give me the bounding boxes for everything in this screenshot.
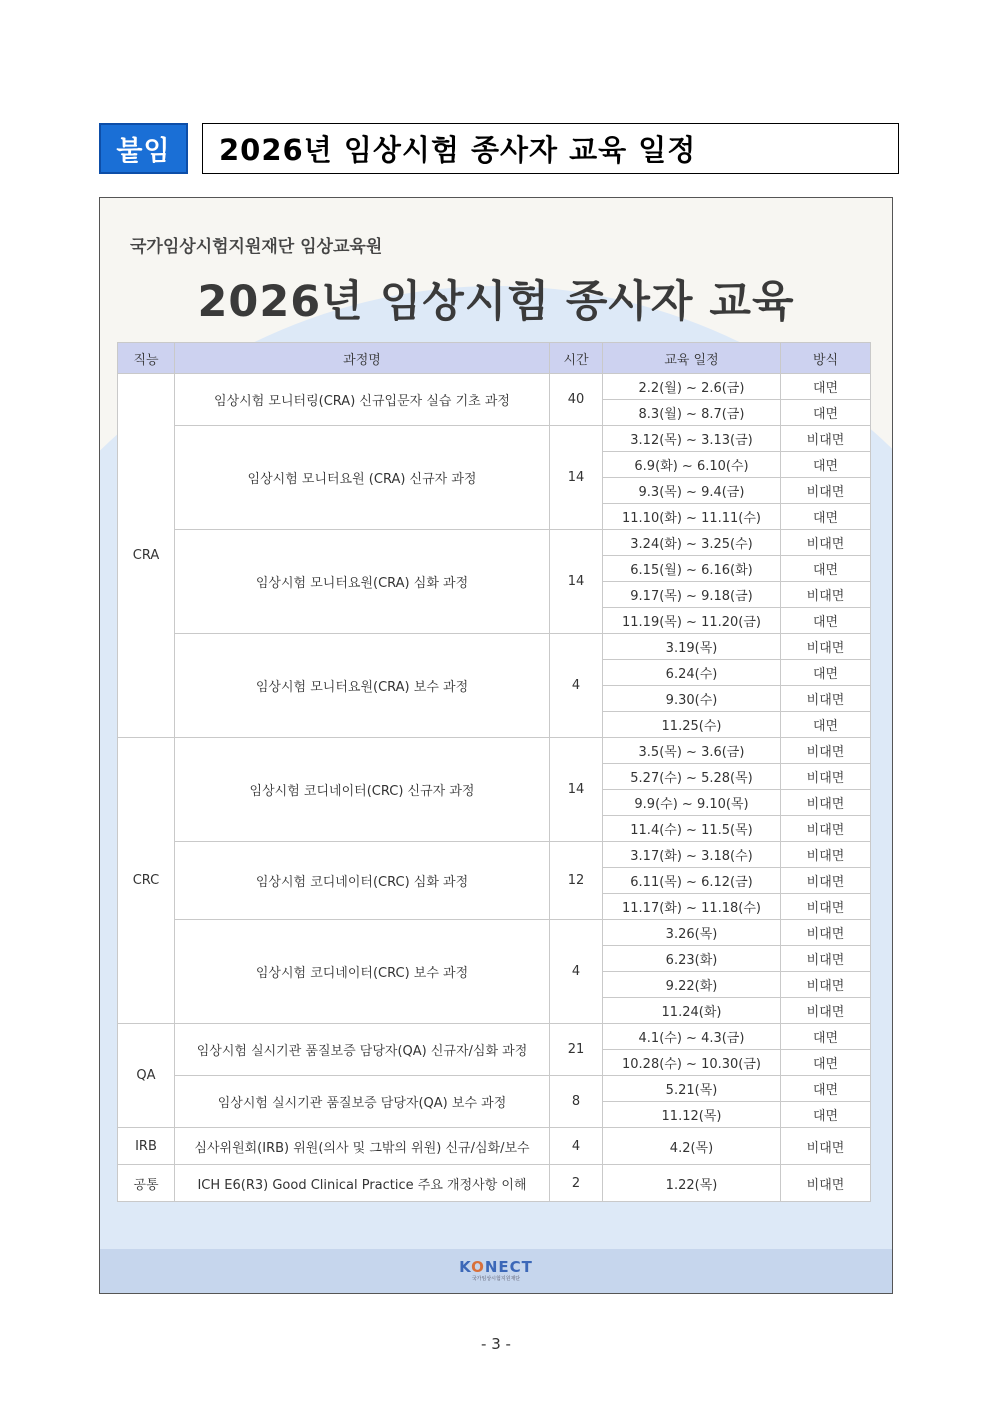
table-row — [118, 920, 871, 946]
header-schedule: 교육 일정 — [603, 343, 781, 374]
session-mode-cell: 대면 — [781, 556, 871, 582]
session-date-cell: 3.26(목) — [603, 920, 781, 946]
attachment-badge: 붙임 — [99, 123, 188, 174]
session-date-cell: 1.22(목) — [603, 1165, 781, 1202]
header-mode: 방식 — [781, 343, 871, 374]
course-name-cell: 임상시험 실시기관 품질보증 담당자(QA) 보수 과정 — [175, 1076, 550, 1128]
course-hours-cell: 4 — [550, 1128, 603, 1165]
session-date-cell: 3.12(목) ~ 3.13(금) — [603, 426, 781, 452]
page-number: - 3 - — [481, 1335, 511, 1353]
session-date-cell: 4.1(수) ~ 4.3(금) — [603, 1024, 781, 1050]
session-mode-cell: 대면 — [781, 712, 871, 738]
session-mode-cell: 비대면 — [781, 998, 871, 1024]
session-mode-cell: 대면 — [781, 504, 871, 530]
session-date-cell: 9.30(수) — [603, 686, 781, 712]
role-cell: CRC — [118, 738, 175, 1024]
table-row — [118, 530, 871, 556]
session-date-cell: 11.10(화) ~ 11.11(수) — [603, 504, 781, 530]
session-date-cell: 3.5(목) ~ 3.6(금) — [603, 738, 781, 764]
logo-subtitle: 국가임상시험지원재단 — [471, 1276, 521, 1282]
session-date-cell: 5.21(목) — [603, 1076, 781, 1102]
session-mode-cell: 비대면 — [781, 868, 871, 894]
course-hours-cell: 14 — [550, 738, 603, 842]
session-mode-cell: 비대면 — [781, 478, 871, 504]
session-mode-cell: 대면 — [781, 660, 871, 686]
session-mode-cell: 대면 — [781, 1102, 871, 1128]
session-mode-cell: 비대면 — [781, 582, 871, 608]
session-date-cell: 3.17(화) ~ 3.18(수) — [603, 842, 781, 868]
session-mode-cell: 대면 — [781, 452, 871, 478]
role-cell: IRB — [118, 1128, 175, 1165]
session-date-cell: 4.2(목) — [603, 1128, 781, 1165]
session-date-cell: 6.23(화) — [603, 946, 781, 972]
logo-text-a: K — [459, 1258, 472, 1276]
course-hours-cell: 14 — [550, 530, 603, 634]
session-mode-cell: 비대면 — [781, 530, 871, 556]
konect-logo — [459, 1260, 533, 1282]
header-role: 직능 — [118, 343, 175, 374]
session-date-cell: 9.9(수) ~ 9.10(목) — [603, 790, 781, 816]
table-row — [118, 634, 871, 660]
course-name-cell: 임상시험 모니터요원(CRA) 심화 과정 — [175, 530, 550, 634]
role-cell: QA — [118, 1024, 175, 1128]
header-course: 과정명 — [175, 343, 550, 374]
session-date-cell: 3.24(화) ~ 3.25(수) — [603, 530, 781, 556]
table-header-row — [118, 343, 871, 374]
session-mode-cell: 대면 — [781, 1076, 871, 1102]
session-date-cell: 10.28(수) ~ 10.30(금) — [603, 1050, 781, 1076]
session-date-cell: 9.3(목) ~ 9.4(금) — [603, 478, 781, 504]
session-mode-cell: 비대면 — [781, 972, 871, 998]
session-date-cell: 11.25(수) — [603, 712, 781, 738]
session-date-cell: 3.19(목) — [603, 634, 781, 660]
document-title: 2026년 임상시험 종사자 교육 일정 — [202, 123, 899, 174]
course-name-cell: 임상시험 실시기관 품질보증 담당자(QA) 신규자/심화 과정 — [175, 1024, 550, 1076]
course-hours-cell: 2 — [550, 1165, 603, 1202]
course-name-cell: 임상시험 모니터요원 (CRA) 신규자 과정 — [175, 426, 550, 530]
session-mode-cell: 비대면 — [781, 686, 871, 712]
course-name-cell: ICH E6(R3) Good Clinical Practice 주요 개정사항 이해 — [175, 1165, 550, 1202]
session-date-cell: 11.19(목) ~ 11.20(금) — [603, 608, 781, 634]
course-name-cell: 임상시험 모니터요원(CRA) 보수 과정 — [175, 634, 550, 738]
session-date-cell: 9.22(화) — [603, 972, 781, 998]
session-mode-cell: 비대면 — [781, 894, 871, 920]
course-hours-cell: 4 — [550, 634, 603, 738]
table-row — [118, 1076, 871, 1102]
table-row — [118, 426, 871, 452]
session-date-cell: 2.2(월) ~ 2.6(금) — [603, 374, 781, 400]
session-mode-cell: 비대면 — [781, 426, 871, 452]
table-row — [118, 374, 871, 400]
schedule-table — [117, 342, 871, 1202]
organization-name: 국가임상시험지원재단 임상교육원 — [130, 237, 383, 257]
course-name-cell: 임상시험 모니터링(CRA) 신규입문자 실습 기초 과정 — [175, 374, 550, 426]
session-mode-cell: 대면 — [781, 1024, 871, 1050]
session-mode-cell: 비대면 — [781, 842, 871, 868]
course-hours-cell: 4 — [550, 920, 603, 1024]
table-row — [118, 842, 871, 868]
course-hours-cell: 12 — [550, 842, 603, 920]
logo-text-o: O — [471, 1258, 485, 1276]
session-date-cell: 11.12(목) — [603, 1102, 781, 1128]
session-date-cell: 8.3(월) ~ 8.7(금) — [603, 400, 781, 426]
session-mode-cell: 비대면 — [781, 946, 871, 972]
session-date-cell: 5.27(수) ~ 5.28(목) — [603, 764, 781, 790]
session-mode-cell: 비대면 — [781, 920, 871, 946]
role-cell: CRA — [118, 374, 175, 738]
session-mode-cell: 비대면 — [781, 738, 871, 764]
session-mode-cell: 비대면 — [781, 1128, 871, 1165]
session-mode-cell: 대면 — [781, 608, 871, 634]
table-row — [118, 738, 871, 764]
poster-footer — [100, 1249, 892, 1293]
session-mode-cell: 대면 — [781, 400, 871, 426]
course-hours-cell: 40 — [550, 374, 603, 426]
course-hours-cell: 14 — [550, 426, 603, 530]
session-date-cell: 6.11(목) ~ 6.12(금) — [603, 868, 781, 894]
session-date-cell: 11.4(수) ~ 11.5(목) — [603, 816, 781, 842]
logo-text-b: NECT — [484, 1258, 533, 1276]
session-mode-cell: 비대면 — [781, 634, 871, 660]
schedule-poster — [99, 197, 893, 1294]
session-mode-cell: 비대면 — [781, 764, 871, 790]
session-mode-cell: 비대면 — [781, 790, 871, 816]
session-date-cell: 6.24(수) — [603, 660, 781, 686]
table-row — [118, 1165, 871, 1202]
course-name-cell: 임상시험 코디네이터(CRC) 신규자 과정 — [175, 738, 550, 842]
session-date-cell: 11.17(화) ~ 11.18(수) — [603, 894, 781, 920]
session-mode-cell: 비대면 — [781, 816, 871, 842]
session-date-cell: 9.17(목) ~ 9.18(금) — [603, 582, 781, 608]
session-date-cell: 6.15(월) ~ 6.16(화) — [603, 556, 781, 582]
course-hours-cell: 21 — [550, 1024, 603, 1076]
course-hours-cell: 8 — [550, 1076, 603, 1128]
session-mode-cell: 대면 — [781, 1050, 871, 1076]
course-name-cell: 임상시험 코디네이터(CRC) 심화 과정 — [175, 842, 550, 920]
course-name-cell: 임상시험 코디네이터(CRC) 보수 과정 — [175, 920, 550, 1024]
table-row — [118, 1024, 871, 1050]
session-mode-cell: 대면 — [781, 374, 871, 400]
session-date-cell: 11.24(화) — [603, 998, 781, 1024]
table-row — [118, 1128, 871, 1165]
role-cell: 공통 — [118, 1165, 175, 1202]
header-hours: 시간 — [550, 343, 603, 374]
session-date-cell: 6.9(화) ~ 6.10(수) — [603, 452, 781, 478]
course-name-cell: 심사위원회(IRB) 위원(의사 및 그밖의 위원) 신규/심화/보수 — [175, 1128, 550, 1165]
poster-title: 2026년 임상시험 종사자 교육 — [197, 277, 795, 327]
session-mode-cell: 비대면 — [781, 1165, 871, 1202]
